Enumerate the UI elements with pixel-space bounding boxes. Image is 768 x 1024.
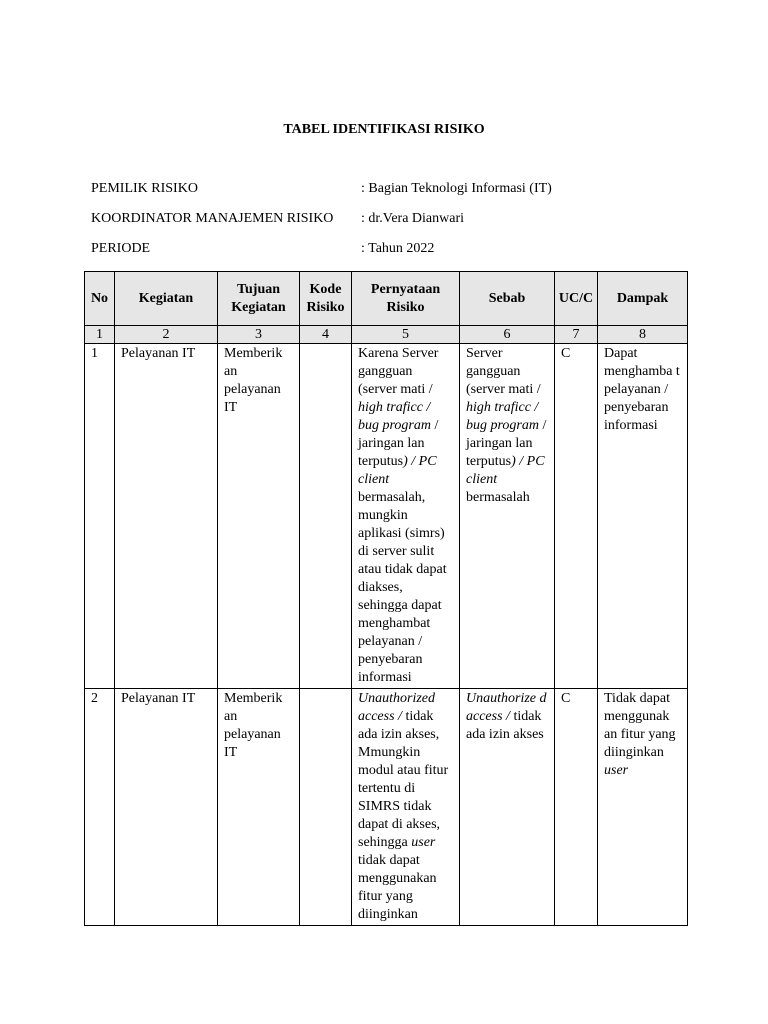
header-cell: UC/C (555, 272, 598, 326)
column-number: 6 (460, 326, 555, 344)
header-cell: Dampak (598, 272, 688, 326)
cell-sebab: Server gangguan (server mati / high traficc / bug program / jaringan lan terputus) / PC client bermasalah (460, 344, 555, 689)
meta-label: PERIODE (91, 241, 151, 256)
header-cell: Kegiatan (115, 272, 218, 326)
cell-tujuan: Memberik an pelayanan IT (218, 344, 300, 689)
header-cell: Pernyataan Risiko (352, 272, 460, 326)
header-cell: No (85, 272, 115, 326)
cell-uc: C (555, 344, 598, 689)
meta-value: : dr.Vera Dianwari (361, 211, 465, 226)
column-number-row (85, 326, 688, 344)
meta-value: : Tahun 2022 (361, 241, 435, 256)
header-cell: Sebab (460, 272, 555, 326)
table-header-row (85, 272, 688, 326)
cell-dampak: Dapat menghamba t pelayanan / penyebaran informasi (598, 344, 688, 689)
cell-kode (300, 344, 352, 689)
document-title: TABEL IDENTIFIKASI RISIKO (283, 122, 485, 137)
column-number: 3 (218, 326, 300, 344)
meta-row-coordinator (91, 211, 464, 227)
cell-tujuan: Memberik an pelayanan IT (218, 689, 300, 926)
table-row (85, 344, 688, 689)
header-cell: Tujuan Kegiatan (218, 272, 300, 326)
cell-pernyataan: Unauthorized access / tidak ada izin akses, Mmungkin modul atau fitur tertentu di SIMRS tidak dapat di akses, sehingga user tidak dapat menggunakan fitur yang diinginkan (352, 689, 460, 926)
meta-label: KOORDINATOR MANAJEMEN RISIKO (91, 211, 334, 226)
cell-uc: C (555, 689, 598, 926)
column-number: 1 (85, 326, 115, 344)
column-number: 4 (300, 326, 352, 344)
table-row (85, 689, 688, 926)
column-number: 7 (555, 326, 598, 344)
meta-value: : Bagian Teknologi Informasi (IT) (361, 181, 552, 196)
cell-pernyataan: Karena Server gangguan (server mati / high traficc / bug program / jaringan lan terputus) / PC client bermasalah, mungkin aplikasi (simrs) di server sulit atau tidak dapat diakses, sehingga dapat menghambat pelayanan / penyebaran informasi (352, 344, 460, 689)
column-number: 5 (352, 326, 460, 344)
cell-kegiatan: Pelayanan IT (115, 689, 218, 926)
cell-no: 2 (85, 689, 115, 926)
column-number: 2 (115, 326, 218, 344)
risk-table (84, 271, 688, 926)
cell-no: 1 (85, 344, 115, 689)
cell-kegiatan: Pelayanan IT (115, 344, 218, 689)
cell-sebab: Unauthorize d access / tidak ada izin akses (460, 689, 555, 926)
cell-dampak: Tidak dapat menggunak an fitur yang diinginkan user (598, 689, 688, 926)
meta-row-period (91, 241, 434, 257)
cell-kode (300, 689, 352, 926)
meta-label: PEMILIK RISIKO (91, 181, 198, 196)
column-number: 8 (598, 326, 688, 344)
meta-row-owner (91, 181, 552, 197)
header-cell: Kode Risiko (300, 272, 352, 326)
